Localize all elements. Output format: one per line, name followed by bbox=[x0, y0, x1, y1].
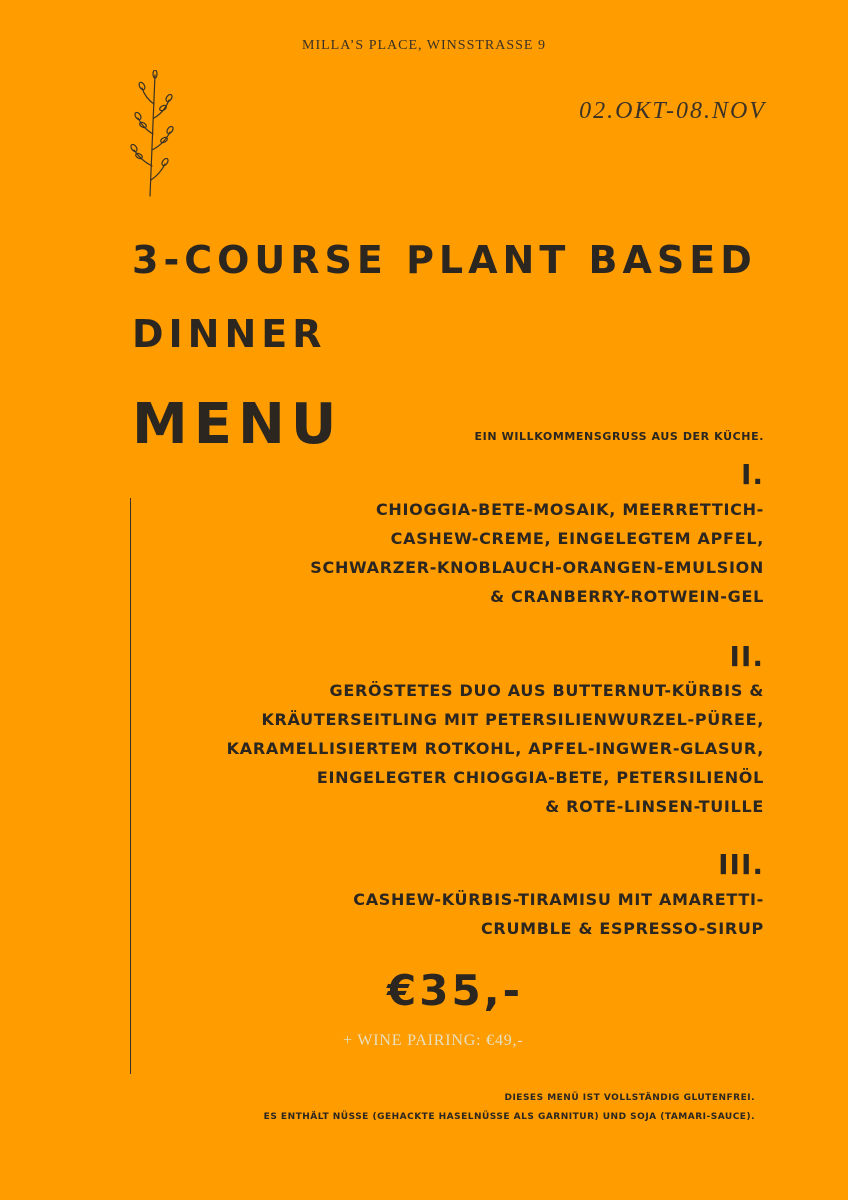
course-1-numeral: I. bbox=[740, 458, 764, 491]
course-3-numeral: III. bbox=[718, 848, 764, 881]
course-1-line: CASHEW-CREME, EINGELEGTEM APFEL, bbox=[390, 529, 764, 548]
allergen-note: ES ENTHÄLT NÜSSE (GEHACKTE HASELNÜSSE ALS GARNITUR) UND SOJA (TAMARI-SAUCE). bbox=[263, 1112, 755, 1122]
course-2-line: KRÄUTERSEITLING MIT PETERSILIENWURZEL-PÜREE, bbox=[261, 710, 764, 729]
course-3-line: CRUMBLE & ESPRESSO-SIRUP bbox=[480, 919, 764, 938]
course-3-description bbox=[353, 885, 764, 943]
course-1-description bbox=[310, 495, 764, 611]
course-2-line: GERÖSTETES DUO AUS BUTTERNUT-KÜRBIS & bbox=[329, 681, 764, 700]
gluten-free-note: DIESES MENÜ IST VOLLSTÄNDIG GLUTENFREI. bbox=[504, 1093, 755, 1103]
course-2-numeral: II. bbox=[729, 640, 764, 673]
course-3-line: CASHEW-KÜRBIS-TIRAMISU MIT AMARETTI- bbox=[353, 890, 764, 909]
welcome-note: EIN WILLKOMMENSGRUSS AUS DER KÜCHE. bbox=[474, 430, 764, 443]
menu-price: €35,- bbox=[387, 966, 524, 1015]
menu-title-heading: MENU bbox=[132, 392, 343, 457]
allergen-notes bbox=[264, 1089, 755, 1127]
course-1-line: SCHWARZER-KNOBLAUCH-ORANGEN-EMULSION bbox=[310, 558, 764, 577]
menu-title-line-1: 3-COURSE PLANT BASED bbox=[132, 238, 757, 282]
course-2-line: EINGELEGTER CHIOGGIA-BETE, PETERSILIENÖL bbox=[316, 768, 764, 787]
menu-title-line-2: DINNER bbox=[132, 312, 327, 356]
course-1-line: CHIOGGIA-BETE-MOSAIK, MEERRETTICH- bbox=[375, 500, 764, 519]
course-2-line: KARAMELLISIERTEM ROTKOHL, APFEL-INGWER-GLASUR, bbox=[226, 739, 764, 758]
sprig-icon bbox=[128, 70, 182, 200]
vertical-divider bbox=[130, 498, 131, 1074]
course-1-line: & CRANBERRY-ROTWEIN-GEL bbox=[490, 587, 764, 606]
date-range: 02.OKT-08.NOV bbox=[579, 98, 766, 124]
venue-address: MILLA’S PLACE, WINSSTRASSE 9 bbox=[302, 38, 546, 53]
wine-pairing-price: + WINE PAIRING: €49,- bbox=[343, 1032, 524, 1049]
course-2-description bbox=[227, 676, 764, 821]
course-2-line: & ROTE-LINSEN-TUILLE bbox=[545, 797, 764, 816]
